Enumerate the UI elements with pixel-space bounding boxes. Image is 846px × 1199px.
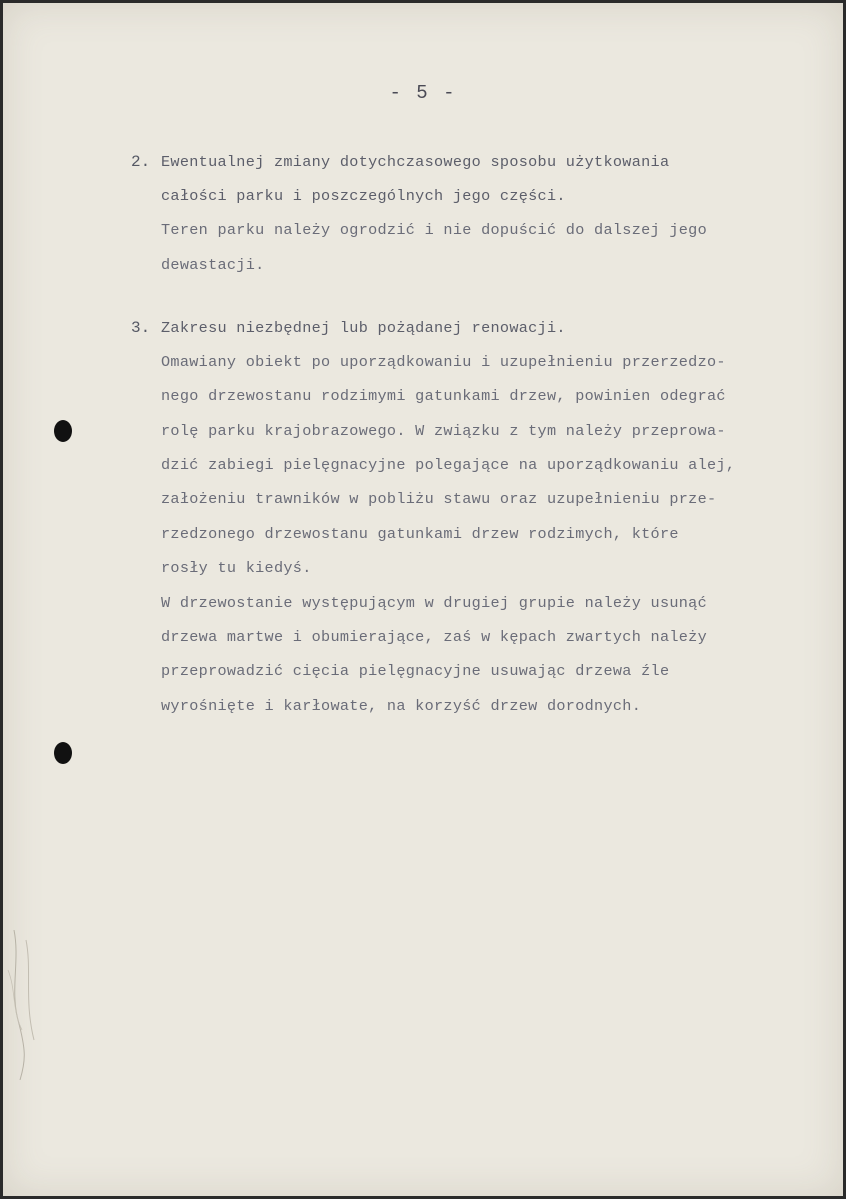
text-line: całości parku i poszczególnych jego części. <box>161 187 566 205</box>
text-line: dzić zabiegi pielęgnacyjne polegające na uporządkowaniu alej, <box>161 456 736 474</box>
section-number: 3. <box>131 319 151 337</box>
text-line: założeniu trawników w pobliżu stawu oraz uzupełnieniu prze- <box>161 490 717 508</box>
text-line: Omawiany obiekt po uporządkowaniu i uzupełnieniu przerzedzo- <box>161 353 726 371</box>
page-number: - 5 - <box>389 82 457 104</box>
text-line: rolę parku krajobrazowego. W związku z tym należy przeprowa- <box>161 422 726 440</box>
text-line: W drzewostanie występującym w drugiej grupie należy usunąć <box>161 594 708 612</box>
text-line: przeprowadzić cięcia pielęgnacyjne usuwając drzewa źle <box>161 662 670 680</box>
text-line: nego drzewostanu rodzimymi gatunkami drzew, powinien odegrać <box>161 387 726 405</box>
text-line: Ewentualnej zmiany dotychczasowego sposobu użytkowania <box>161 153 670 171</box>
punch-hole <box>54 420 72 442</box>
text-line: Teren parku należy ogrodzić i nie dopuścić do dalszej jego <box>161 221 708 239</box>
section-number: 2. <box>131 153 151 171</box>
text-line: rzedzonego drzewostanu gatunkami drzew rodzimych, które <box>161 525 679 543</box>
text-line: wyrośnięte i karłowate, na korzyść drzew dorodnych. <box>161 697 642 715</box>
text-line: dewastacji. <box>161 256 265 274</box>
paper-scratch-mark <box>6 930 46 1080</box>
text-line: drzewa martwe i obumierające, zaś w kępach zwartych należy <box>161 628 708 646</box>
text-line: Zakresu niezbędnej lub pożądanej renowacji. <box>161 319 566 337</box>
text-line: rosły tu kiedyś. <box>161 559 312 577</box>
punch-hole <box>54 742 72 764</box>
